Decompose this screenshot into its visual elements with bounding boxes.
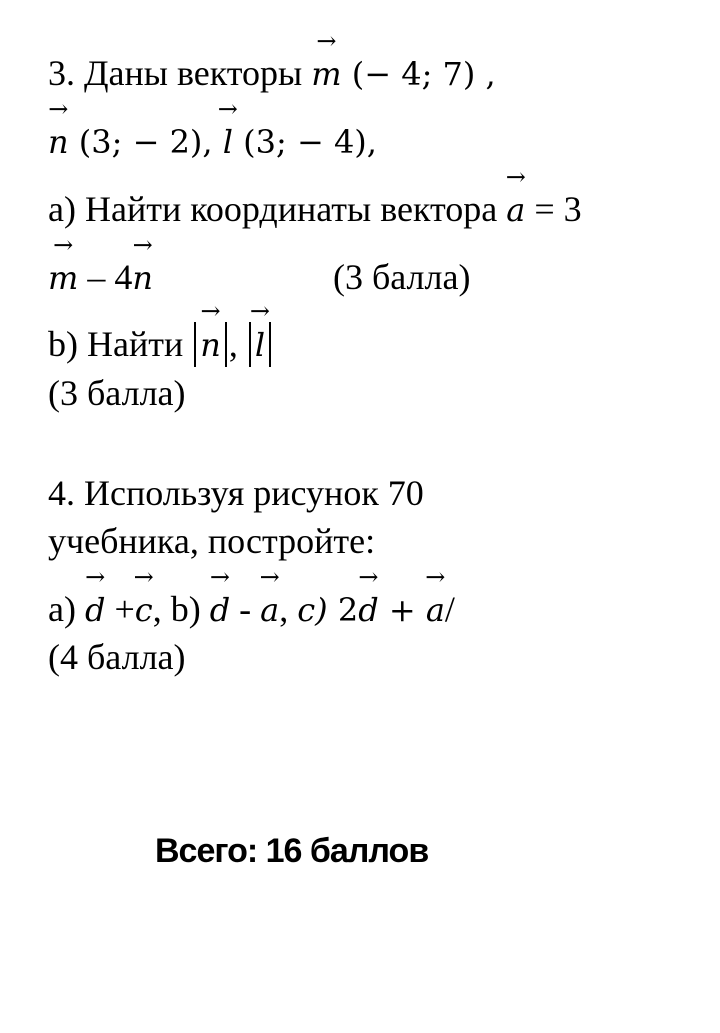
vector-m: → m <box>311 53 341 95</box>
task3b-points: (3 балла) <box>48 373 186 413</box>
task3a-text: а) Найти координаты вектора <box>48 189 507 229</box>
vector-m-2: → m <box>48 257 78 299</box>
task3-line4 <box>48 256 470 299</box>
task4-line4 <box>48 636 186 678</box>
minus-sign: - <box>230 589 261 629</box>
task4-line1 <box>48 472 424 514</box>
vector-a: → a <box>506 189 525 231</box>
item-b-label: b) <box>170 589 210 629</box>
task3-intro: 3. Даны векторы <box>48 53 312 93</box>
abs-sep: , <box>228 324 247 364</box>
coefficient-two: 2 <box>337 591 359 629</box>
task3a-eq: = 3 <box>525 189 582 229</box>
vector-n-3: → n <box>200 323 221 367</box>
abs-n <box>194 322 227 367</box>
vector-a-2: → a <box>260 589 279 631</box>
item-c-label: c) <box>297 591 338 629</box>
task3a-points: (3 балла) <box>332 257 471 297</box>
task4-line3 <box>48 588 455 631</box>
total-score: Всего: 16 баллов <box>155 832 429 870</box>
vector-a-3: → a <box>426 589 445 631</box>
task3-line6 <box>48 372 186 414</box>
task4-subtitle: учебника, постройте: <box>48 521 376 561</box>
abs-l <box>249 322 271 367</box>
vector-l-2: → l <box>255 323 265 367</box>
task4-title: 4. Используя рисунок 70 <box>48 473 424 513</box>
vector-n: → n <box>48 121 69 163</box>
task3b-text: b) Найти <box>48 324 193 364</box>
comma-2: , <box>279 589 298 629</box>
task3-line2 <box>48 120 377 163</box>
vector-d-3: → d <box>358 589 378 631</box>
vector-d-1: → d <box>85 589 105 631</box>
slash: / <box>444 589 455 629</box>
vector-n-coords: (3; − 2), <box>68 123 223 161</box>
task3-line5 <box>48 322 273 367</box>
task4-line2 <box>48 520 375 562</box>
plus-2: + <box>378 591 426 629</box>
vector-l: → l <box>223 121 233 163</box>
vector-l-coords: (3; − 4), <box>232 123 377 161</box>
vector-d-2: → d <box>210 589 230 631</box>
vector-m-coords: (− 4; 7) , <box>341 55 496 93</box>
task3-line1 <box>48 52 496 95</box>
minus-four: – 4 <box>78 257 133 297</box>
task4-points: (4 балла) <box>48 637 186 677</box>
item-a-label: a) <box>48 589 85 629</box>
plus-1: + <box>105 589 135 629</box>
vector-n-2: → n <box>132 257 153 299</box>
vector-c: → c <box>135 589 153 631</box>
comma-1: , <box>152 589 171 629</box>
task3-line3 <box>48 188 582 231</box>
